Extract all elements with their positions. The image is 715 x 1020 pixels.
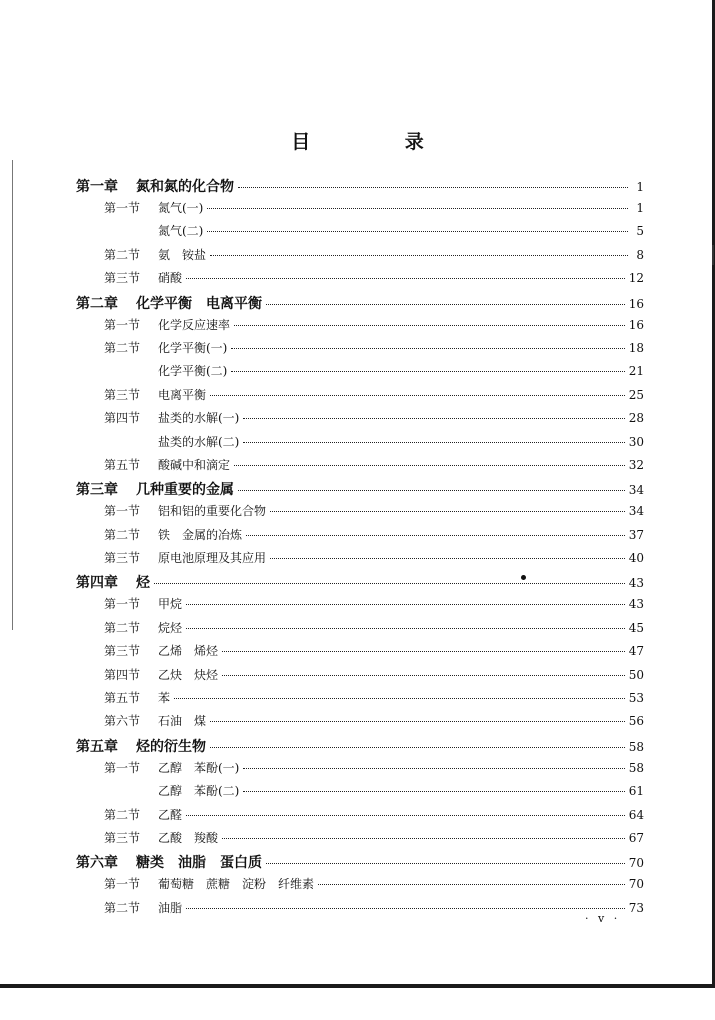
dot-leader [186, 908, 625, 909]
toc-section-row[interactable] [76, 806, 644, 829]
toc-chapter-row[interactable] [76, 176, 644, 199]
section-title: 铝和铝的重要化合物 [158, 504, 267, 519]
section-title: 葡萄糖 蔗糖 淀粉 纤维素 [158, 877, 315, 892]
chapter-number: 第五章 [76, 738, 118, 755]
section-title: 硝酸 [158, 271, 183, 286]
footer-page-number: · v · [585, 912, 621, 925]
section-number: 第三节 [104, 271, 141, 286]
dot-leader [186, 815, 625, 816]
section-title: 乙醛 [158, 807, 183, 822]
dot-leader [243, 442, 624, 443]
page-number: 40 [628, 551, 644, 566]
dot-leader [210, 721, 625, 722]
section-number: 第二节 [104, 527, 141, 542]
dot-leader [207, 208, 628, 209]
page-number: 58 [628, 739, 644, 754]
section-title: 铁 金属的冶炼 [158, 527, 243, 542]
section-title: 乙醇 苯酚(二) [158, 784, 240, 799]
dot-leader [266, 863, 625, 864]
page-number: 28 [628, 411, 644, 426]
section-number: 第一节 [104, 597, 141, 612]
section-title: 甲烷 [158, 597, 183, 612]
section-number: 第一节 [104, 317, 141, 332]
dot-leader [222, 838, 625, 839]
toc-section-row[interactable] [76, 782, 644, 805]
toc-section-row[interactable] [76, 339, 644, 362]
chapter-title: 化学平衡 电离平衡 [136, 295, 262, 312]
section-number: 第一节 [104, 877, 141, 892]
chapter-number: 第二章 [76, 295, 118, 312]
page-number: 64 [628, 807, 644, 822]
section-title: 氮气(二) [158, 224, 204, 239]
toc-section-row[interactable] [76, 759, 644, 782]
page-number: 1 [636, 180, 644, 194]
section-number: 第六节 [104, 714, 141, 729]
chapter-title: 几种重要的金属 [136, 482, 234, 499]
chapter-title: 烃 [136, 575, 150, 592]
dot-leader [234, 325, 625, 326]
toc-section-row[interactable] [76, 246, 644, 269]
page-number: 21 [628, 364, 644, 379]
chapter-title: 氮和氮的化合物 [136, 179, 234, 195]
toc-section-row[interactable] [76, 595, 644, 618]
page-number: 43 [628, 576, 644, 591]
section-title: 酸碱中和滴定 [158, 457, 231, 472]
toc-chapter-row[interactable] [76, 736, 644, 759]
dot-leader [318, 884, 625, 885]
section-number: 第一节 [104, 201, 141, 215]
page-number: 16 [628, 296, 644, 311]
page-number: 56 [628, 714, 644, 729]
page-number: 67 [628, 830, 644, 845]
page-number: 58 [628, 760, 644, 775]
toc-section-row[interactable] [76, 642, 644, 665]
section-title: 乙炔 炔烃 [158, 667, 219, 682]
section-title: 乙烯 烯烃 [158, 644, 219, 659]
section-title: 石油 煤 [158, 714, 207, 729]
section-number: 第三节 [104, 644, 141, 659]
dot-leader [246, 535, 625, 536]
page-number: 30 [628, 434, 644, 449]
page-number: 1 [636, 201, 644, 215]
toc-section-row[interactable] [76, 875, 644, 898]
toc-section-row[interactable] [76, 899, 644, 922]
page-number: 32 [628, 457, 644, 472]
dot-leader [174, 698, 625, 699]
dot-leader [231, 371, 624, 372]
toc-section-row[interactable] [76, 829, 644, 852]
toc-chapter-row[interactable] [76, 852, 644, 875]
toc-section-row[interactable] [76, 666, 644, 689]
toc-chapter-row[interactable] [76, 293, 644, 316]
dot-leader [243, 791, 624, 792]
page-number: 16 [628, 317, 644, 332]
page-number: 73 [628, 900, 644, 915]
dot-leader [243, 768, 624, 769]
toc-section-row[interactable] [76, 409, 644, 432]
page-number: 47 [628, 644, 644, 659]
dot-leader [270, 511, 625, 512]
toc-section-row[interactable] [76, 316, 644, 339]
page-number: 25 [628, 387, 644, 402]
dot-leader [222, 651, 625, 652]
page-number: 8 [636, 247, 644, 262]
dot-leader [186, 628, 625, 629]
section-title: 盐类的水解(二) [158, 434, 240, 449]
section-number: 第四节 [104, 411, 141, 426]
chapter-number: 第一章 [76, 179, 118, 195]
section-number: 第三节 [104, 830, 141, 845]
section-title: 化学反应速率 [158, 317, 231, 332]
section-title: 苯 [158, 691, 171, 706]
section-title: 化学平衡(一) [158, 340, 228, 355]
toc-section-row[interactable] [76, 456, 644, 479]
section-number: 第三节 [104, 551, 141, 566]
section-number: 第五节 [104, 457, 141, 472]
toc-section-row[interactable] [76, 362, 644, 385]
page-number: 70 [628, 856, 644, 871]
section-number: 第四节 [104, 667, 141, 682]
page-number: 34 [628, 483, 644, 498]
page-number: 43 [628, 597, 644, 612]
chapter-number: 第六章 [76, 855, 118, 872]
section-number: 第二节 [104, 247, 141, 262]
scan-mark-right [712, 245, 714, 265]
toc-section-row[interactable] [76, 619, 644, 642]
toc-section-row[interactable] [76, 712, 644, 735]
toc-chapter-row[interactable] [76, 572, 644, 595]
section-number: 第二节 [104, 340, 141, 355]
page-edge-bottom [0, 984, 715, 988]
section-number: 第二节 [104, 900, 141, 915]
dot-leader [222, 675, 625, 676]
dot-leader [238, 187, 628, 188]
dot-leader [186, 278, 625, 279]
dot-leader [210, 395, 625, 396]
section-number: 第一节 [104, 760, 141, 775]
chapter-number: 第四章 [76, 575, 118, 592]
dot-leader [186, 604, 625, 605]
page-number: 12 [628, 271, 644, 286]
toc-section-row[interactable] [76, 269, 644, 292]
page-number: 45 [628, 620, 644, 635]
page-number: 37 [628, 527, 644, 542]
page-number: 34 [628, 504, 644, 519]
toc-chapter-row[interactable] [76, 479, 644, 502]
page-number: 50 [628, 667, 644, 682]
section-title: 原电池原理及其应用 [158, 551, 267, 566]
table-of-contents [76, 176, 644, 922]
section-title: 乙醇 苯酚(一) [158, 760, 240, 775]
page-number: 61 [628, 784, 644, 799]
chapter-title: 糖类 油脂 蛋白质 [136, 855, 262, 872]
section-title: 化学平衡(二) [158, 364, 228, 379]
page-number: 70 [628, 877, 644, 892]
dot-leader [231, 348, 624, 349]
page-number: 53 [628, 691, 644, 706]
dot-leader [270, 558, 625, 559]
section-title: 烷烃 [158, 620, 183, 635]
dot-leader [238, 490, 625, 491]
dot-leader [266, 304, 625, 305]
section-number: 第三节 [104, 387, 141, 402]
toc-section-row[interactable] [76, 199, 644, 222]
dot-leader [207, 231, 628, 232]
chapter-title: 烃的衍生物 [136, 738, 206, 755]
dot-leader [243, 418, 624, 419]
section-title: 氮气(一) [158, 201, 204, 215]
toc-section-row[interactable] [76, 502, 644, 525]
page-title: 目 录 [291, 131, 468, 153]
toc-section-row[interactable] [76, 689, 644, 712]
page-number: 18 [628, 340, 644, 355]
scan-mark-left [12, 160, 13, 630]
section-number: 第五节 [104, 691, 141, 706]
section-number: 第二节 [104, 807, 141, 822]
section-title: 电离平衡 [158, 387, 207, 402]
section-title: 乙酸 羧酸 [158, 830, 219, 845]
dot-leader [154, 583, 625, 584]
chapter-number: 第三章 [76, 482, 118, 499]
section-number: 第一节 [104, 504, 141, 519]
dot-leader [210, 747, 625, 748]
toc-section-row[interactable] [76, 222, 644, 245]
toc-section-row[interactable] [76, 433, 644, 456]
toc-section-row[interactable] [76, 526, 644, 549]
section-title: 油脂 [158, 900, 183, 915]
section-title: 氨 铵盐 [158, 247, 207, 262]
dot-leader [210, 255, 628, 256]
section-title: 盐类的水解(一) [158, 411, 240, 426]
dot-leader [234, 465, 625, 466]
toc-section-row[interactable] [76, 386, 644, 409]
section-number: 第二节 [104, 620, 141, 635]
page-number: 5 [636, 224, 644, 239]
toc-section-row[interactable] [76, 549, 644, 572]
